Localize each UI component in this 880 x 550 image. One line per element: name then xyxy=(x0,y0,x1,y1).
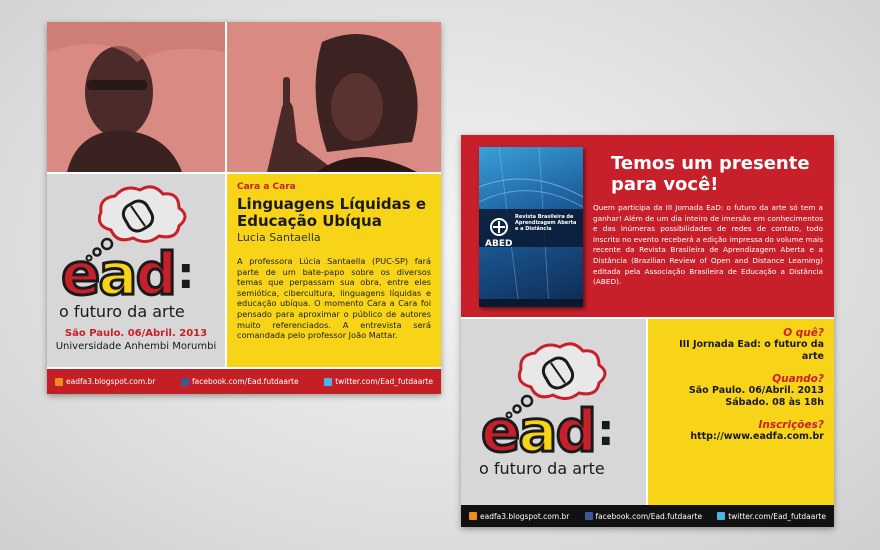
journal-book-cover xyxy=(479,147,583,307)
talk-title xyxy=(237,196,431,230)
facebook-url: facebook.com/Ead.futdaarte xyxy=(595,511,703,521)
twitter-link[interactable] xyxy=(324,377,433,386)
flyer-cara-a-cara xyxy=(47,22,441,394)
when-answer-date: São Paulo. 06/Abril. 2013 xyxy=(688,385,824,396)
blogger-icon xyxy=(55,378,63,386)
book-title: Revista Brasileira de Aprendizagem Aberta e a Distância xyxy=(515,214,577,232)
twitter-link[interactable] xyxy=(717,512,826,521)
blog-url: eadfa3.blogspot.com.br xyxy=(66,377,156,386)
ead-logo xyxy=(55,184,217,324)
twitter-icon xyxy=(324,378,332,386)
book-spine-strip xyxy=(479,299,583,307)
flyer-footer-2 xyxy=(461,505,834,527)
speaker-photo-man xyxy=(47,22,225,172)
talk-title-line2: Educação Ubíqua xyxy=(237,212,382,230)
event-date: São Paulo. 06/Abril. 2013 xyxy=(64,328,208,339)
twitter-icon xyxy=(717,512,725,520)
logo-tagline: o futuro da arte xyxy=(59,302,185,321)
what-answer: III Jornada Ead: o futuro da arte xyxy=(679,339,824,362)
logo-letter-e: e xyxy=(61,240,99,308)
event-venue: Universidade Anhembi Morumbi xyxy=(55,341,217,352)
gift-title-line2: para você! xyxy=(611,174,719,195)
flyer-gift xyxy=(461,135,834,527)
talk-title-line1: Linguagens Líquidas e xyxy=(237,195,427,213)
when-block xyxy=(658,373,824,409)
when-answer-time: Sábado. 08 às 18h xyxy=(725,397,824,408)
logo-colon: : xyxy=(597,405,615,456)
facebook-link[interactable] xyxy=(585,512,703,521)
gift-description: Quem participa da III Jornada EaD: o futuro da arte só tem a ganhar! Além de um dia inteiro de imersão em conhecimentos e das inúmeras possibilidades de redes de contato, todo inscrito no evento receberá a edição impressa do volume mais recente da Revista Brasileira de Aprendizagem Aberta e a Distância (Brazilian Review of Open and Distance Learning) editada pela Associação Brasileira de Educação a Distância (ABED). xyxy=(593,203,823,287)
book-org: ABED xyxy=(485,239,513,249)
talk-description: A professora Lúcia Santaella (PUC-SP) fará parte de um bate-papo sobre os diversos temas que perpassam sua obra, entre eles semiótica, cibercultura, linguagens líquidas e educação ubíqua. O momento Cara a Cara foi pensado para aproximar o público de autores muito referenciados. A entrevista será comandada pelo professor João Mattar. xyxy=(237,256,431,341)
talk-info-panel xyxy=(227,174,441,367)
twitter-url: twitter.com/Ead_futdaarte xyxy=(728,511,826,521)
section-tag: Cara a Cara xyxy=(237,182,296,192)
signup-block xyxy=(658,419,824,443)
what-block xyxy=(658,327,824,363)
event-brand-panel-2 xyxy=(461,319,646,505)
abed-logo-icon xyxy=(489,217,509,237)
logo-letter-a: a xyxy=(518,397,556,465)
blog-url: eadfa3.blogspot.com.br xyxy=(480,511,570,521)
speaker-name: Lucia Santaella xyxy=(237,231,321,244)
gift-title-line1: Temos um presente xyxy=(611,153,810,174)
blogger-icon xyxy=(469,512,477,520)
facebook-icon xyxy=(181,378,189,386)
blog-link[interactable] xyxy=(469,512,569,521)
logo-letter-a: a xyxy=(98,240,136,308)
ead-logo-2 xyxy=(475,341,637,481)
logo-letter-e: e xyxy=(481,397,519,465)
logo-letter-d: d xyxy=(555,397,596,465)
logo-letter-d: d xyxy=(135,240,176,308)
logo-colon: : xyxy=(177,248,195,299)
facebook-link[interactable] xyxy=(181,377,299,386)
logo-tagline: o futuro da arte xyxy=(479,459,605,478)
gift-panel xyxy=(461,135,834,317)
signup-question: Inscrições? xyxy=(758,419,824,431)
twitter-url: twitter.com/Ead_futdaarte xyxy=(335,377,433,386)
blog-link[interactable] xyxy=(55,377,155,386)
facebook-icon xyxy=(585,512,593,520)
event-brand-panel xyxy=(47,174,225,367)
facebook-url: facebook.com/Ead.futdaarte xyxy=(192,377,299,386)
flyer-footer xyxy=(47,369,441,394)
when-question: Quando? xyxy=(772,373,824,385)
event-details-panel xyxy=(648,319,834,505)
what-question: O quê? xyxy=(783,327,824,339)
signup-url[interactable]: http://www.eadfa.com.br xyxy=(690,431,824,442)
gift-title xyxy=(611,153,810,195)
speaker-photo-woman xyxy=(227,22,441,172)
